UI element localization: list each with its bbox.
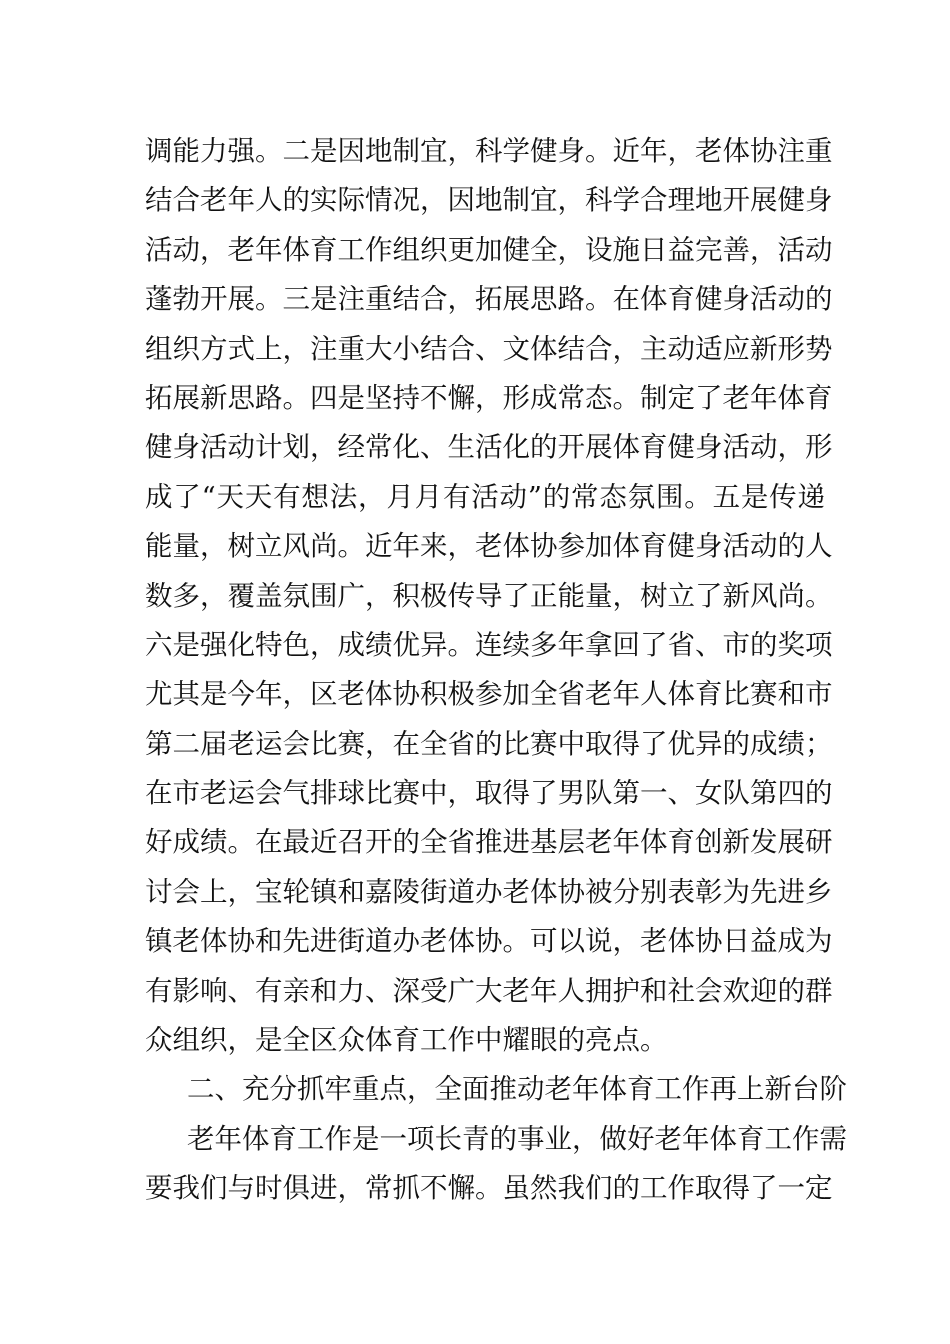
- text-line: 尤其是今年，区老体协积极参加全省老年人体育比赛和市: [145, 678, 833, 711]
- text-line: 结合老年人的实际情况，因地制宜，科学合理地开展健身: [145, 184, 833, 217]
- text-line: 活动，老年体育工作组织更加健全，设施日益完善，活动: [145, 233, 833, 266]
- text-line: 讨会上，宝轮镇和嘉陵街道办老体协被分别表彰为先进乡: [145, 875, 833, 908]
- text-line: 第二届老运会比赛，在全省的比赛中取得了优异的成绩；: [145, 727, 833, 760]
- text-line: 镇老体协和先进街道办老体协。可以说，老体协日益成为: [145, 925, 833, 958]
- document-body: [145, 127, 847, 1214]
- text-line: 蓬勃开展。三是注重结合，拓展思路。在体育健身活动的: [145, 283, 833, 316]
- text-line: 组织方式上，注重大小结合、文体结合，主动适应新形势: [145, 332, 833, 365]
- text-line: 能量，树立风尚。近年来，老体协参加体育健身活动的人: [145, 530, 833, 563]
- text-line: 调能力强。二是因地制宜，科学健身。近年，老体协注重: [145, 135, 833, 167]
- text-line: 老年体育工作是一项长青的事业，做好老年体育工作需: [187, 1122, 847, 1155]
- section-heading: 二、充分抓牢重点，全面推动老年体育工作再上新台阶: [187, 1073, 847, 1106]
- text-line: 众组织，是全区众体育工作中耀眼的亮点。: [145, 1024, 668, 1057]
- text-line: 数多，覆盖氛围广，积极传导了正能量，树立了新风尚。: [145, 579, 833, 612]
- text-line: 好成绩。在最近召开的全省推进基层老年体育创新发展研: [145, 826, 833, 859]
- text-line: 拓展新思路。四是坚持不懈，形成常态。制定了老年体育: [145, 381, 833, 414]
- text-line: 在市老运会气排球比赛中，取得了男队第一、女队第四的: [145, 777, 833, 810]
- text-line: 六是强化特色，成绩优异。连续多年拿回了省、市的奖项: [145, 628, 833, 661]
- text-line: 成了“天天有想法，月月有活动”的常态氛围。五是传递: [145, 480, 825, 513]
- text-line: 有影响、有亲和力、深受广大老年人拥护和社会欢迎的群: [145, 974, 833, 1007]
- text-line: 要我们与时俱进，常抓不懈。虽然我们的工作取得了一定: [145, 1172, 833, 1205]
- text-line: 健身活动计划，经常化、生活化的开展体育健身活动，形: [145, 431, 833, 464]
